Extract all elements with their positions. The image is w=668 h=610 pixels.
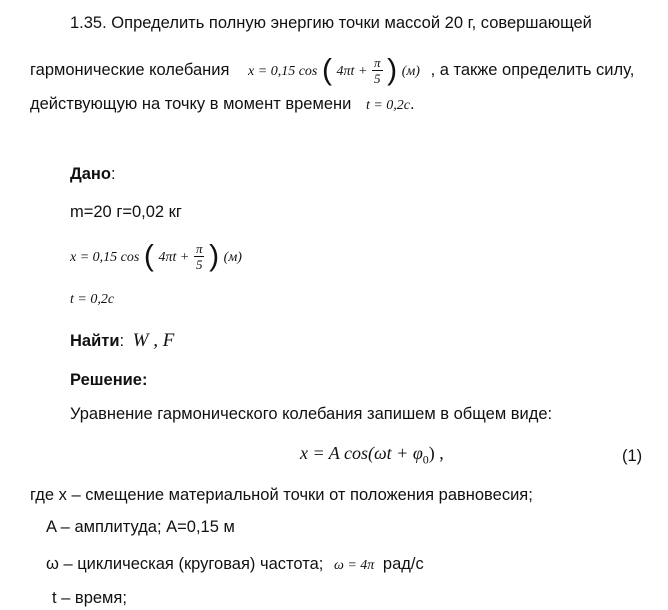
problem-line-2 — [30, 53, 656, 87]
find-colon: : — [119, 332, 125, 350]
problem-number: 1.35. — [70, 14, 107, 32]
find-line — [70, 331, 174, 351]
formula-inner: 4πt + — [336, 63, 368, 79]
formula-inner-2: 4πt + — [158, 249, 190, 265]
omega-unit: рад/с — [382, 555, 424, 573]
given-heading — [70, 164, 116, 184]
given-formula: x = 0,15 cos ( 4πt + $\frac{\pi}{5}$ ) (м) — [70, 239, 242, 273]
fraction-denominator-2: 5 — [195, 257, 203, 272]
formula-unit-2: (м) — [223, 249, 242, 265]
eq-main: x = A cos(ωt + φ — [300, 443, 423, 463]
formula-lhs: x = 0,15 cos — [248, 63, 318, 79]
eq-tail: ) , — [428, 443, 444, 463]
problem-text-2b: , а также определить силу, — [430, 60, 635, 79]
given-label: Дано — [70, 165, 111, 183]
main-equation — [300, 443, 444, 469]
find-label: Найти — [70, 332, 120, 350]
where-line: где x – смещение материальной точки от положения равновесия; — [30, 486, 533, 504]
problem-time-formula: t = 0,2c — [365, 98, 410, 113]
time-line: t – время; — [52, 589, 127, 607]
problem-text-1: Определить полную энергию точки массой 20 г, совершающей — [111, 14, 592, 32]
equation-number: (1) — [622, 447, 643, 465]
solution-intro: Уравнение гармонического колебания запишем в общем виде: — [70, 405, 553, 423]
given-colon: : — [110, 165, 116, 183]
formula-fraction-2 — [194, 242, 205, 271]
omega-text: ω – циклическая (круговая) частота; — [46, 555, 324, 573]
given-mass: m=20 г=0,02 кг — [70, 203, 182, 221]
problem-text-2: гармонические колебания — [30, 60, 230, 79]
fraction-numerator: π — [374, 55, 381, 70]
solution-label: Решение: — [70, 371, 148, 389]
eq-subscript: 0 — [422, 452, 429, 467]
omega-formula: ω = 4π — [333, 558, 375, 573]
omega-line — [46, 554, 424, 576]
formula-unit: (м) — [401, 63, 420, 79]
fraction-denominator: 5 — [374, 71, 381, 86]
problem-line-3 — [30, 94, 415, 116]
problem-line-1 — [70, 13, 654, 33]
period: . — [410, 95, 415, 113]
given-time: t = 0,2c — [70, 292, 115, 307]
formula-lhs-2: x = 0,15 cos — [70, 249, 140, 265]
problem-formula: x = 0,15 cos ( 4πt + $\frac{\pi}{5}$ ) (м) — [248, 53, 420, 87]
find-value: W , F — [132, 330, 175, 351]
problem-text-3: действующую на точку в момент времени — [30, 95, 352, 113]
amplitude-line: A – амплитуда; A=0,15 м — [46, 518, 235, 536]
formula-fraction — [372, 56, 383, 85]
fraction-numerator-2: π — [195, 241, 203, 256]
